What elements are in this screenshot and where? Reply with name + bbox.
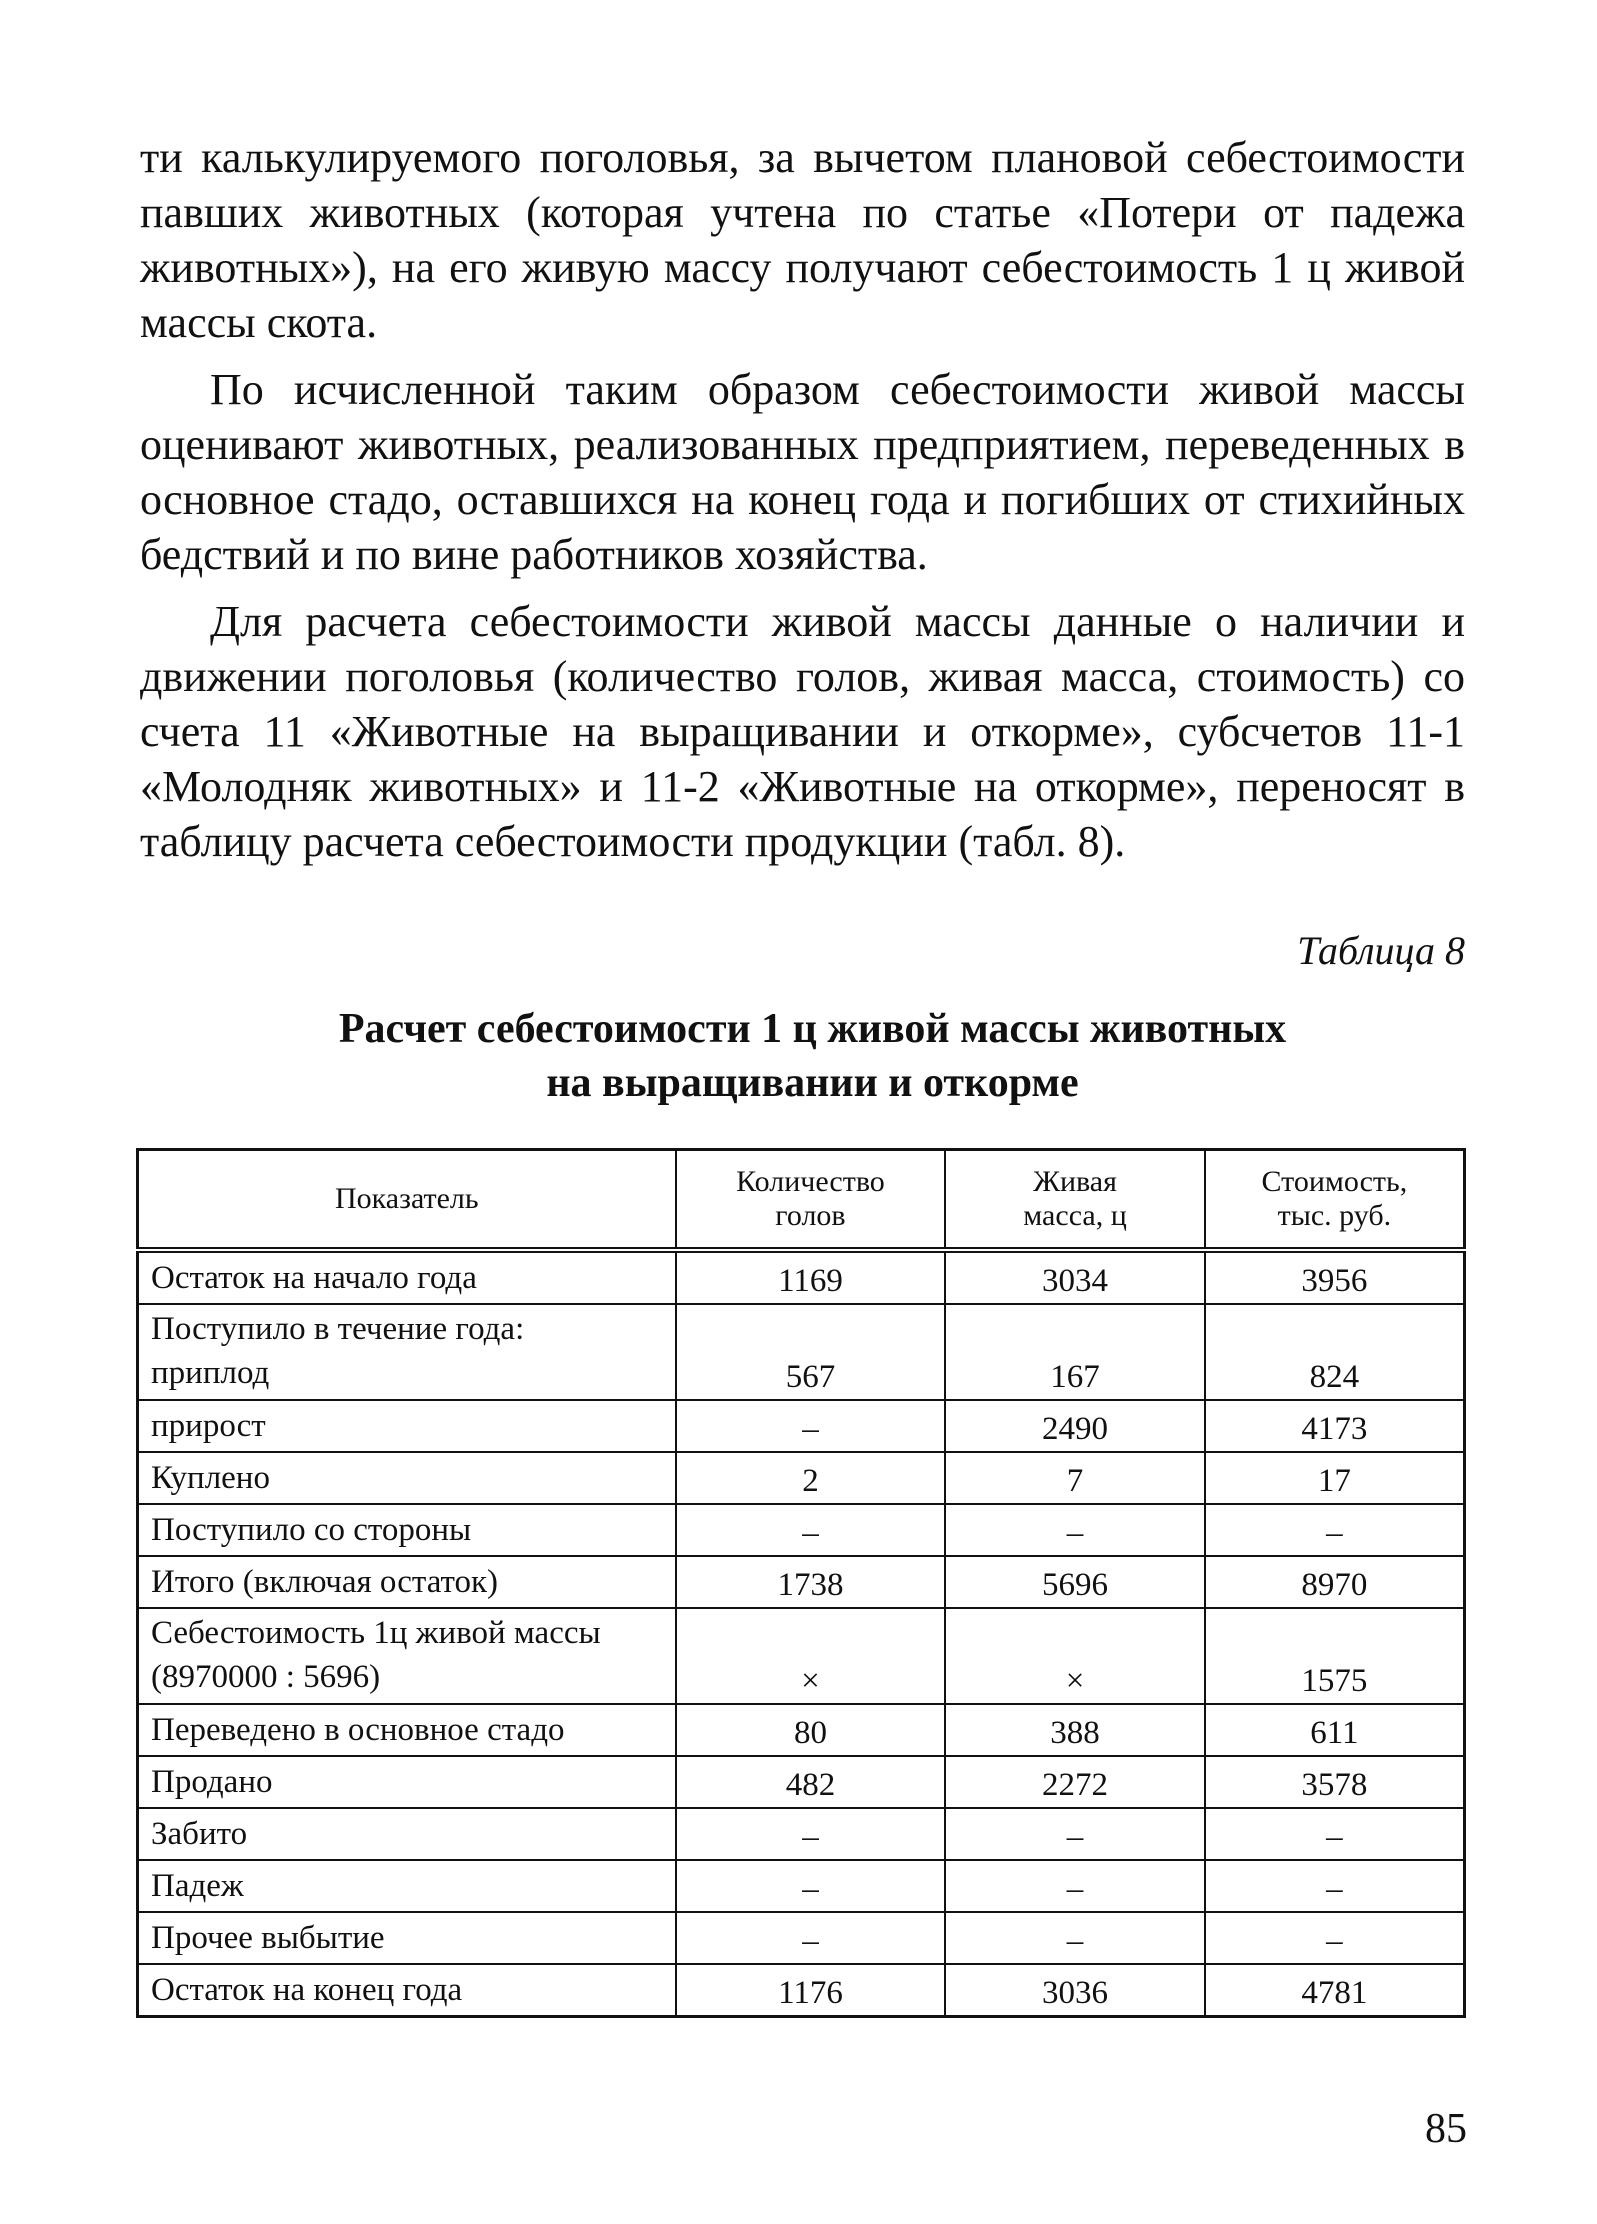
row-label-text-2: приплод — [151, 1355, 270, 1391]
table-row — [138, 1704, 1465, 1756]
cell-mass: 2490 — [945, 1400, 1204, 1452]
table-row — [138, 1912, 1465, 1964]
row-label-text: Прочее выбытие — [151, 1920, 385, 1956]
table-row — [138, 1452, 1465, 1504]
cell-mass: 7 — [945, 1452, 1204, 1504]
cell-heads: 1738 — [676, 1556, 946, 1608]
cell-mass: – — [945, 1860, 1204, 1912]
row-label — [138, 1808, 676, 1860]
table-row — [138, 1756, 1465, 1808]
header-indicator: Показатель — [138, 1150, 676, 1251]
row-label-text: Остаток на конец года — [151, 1972, 463, 2008]
row-label — [138, 1556, 676, 1608]
row-label-text: Поступило в течение года: — [151, 1311, 525, 1347]
row-label — [138, 1400, 676, 1452]
cell-heads: 567 — [676, 1304, 946, 1400]
row-label-text: Падеж — [151, 1868, 244, 1904]
cell-mass: – — [945, 1912, 1204, 1964]
table-row — [138, 1808, 1465, 1860]
cell-cost: – — [1205, 1504, 1465, 1556]
header-cost: Стоимость, тыс. руб. — [1205, 1150, 1465, 1251]
row-label-text: Забито — [151, 1816, 248, 1852]
table-row — [138, 1964, 1465, 2017]
table-row — [138, 1504, 1465, 1556]
cell-cost: 3956 — [1205, 1250, 1465, 1304]
row-label-text: Переведено в основное стадо — [151, 1712, 565, 1748]
row-label — [138, 1504, 676, 1556]
cell-heads: – — [676, 1808, 946, 1860]
table-row — [138, 1608, 1465, 1704]
cell-heads: 2 — [676, 1452, 946, 1504]
table-title-line-1: Расчет себестоимости 1 ц живой массы животных — [338, 1006, 1287, 1052]
table-row — [138, 1556, 1465, 1608]
cell-mass: 5696 — [945, 1556, 1204, 1608]
paragraph-2: По исчисленной таким образом себестоимости живой массы оценивают животных, реализованных предприятием, переведенных в основное стадо, оставшихся на конец года и погибших от стихийных бедствий и по вине работников хозяйства. — [140, 365, 1465, 579]
cell-heads: – — [676, 1860, 946, 1912]
cell-cost: 4173 — [1205, 1400, 1465, 1452]
cell-mass: 2272 — [945, 1756, 1204, 1808]
row-label — [138, 1452, 676, 1504]
cell-cost: 8970 — [1205, 1556, 1465, 1608]
cell-mass: 3034 — [945, 1250, 1204, 1304]
cell-heads: 80 — [676, 1704, 946, 1756]
row-label-text: Себестоимость 1ц живой массы — [151, 1615, 601, 1651]
cell-mass: 3036 — [945, 1964, 1204, 2017]
row-label — [138, 1704, 676, 1756]
cell-mass: – — [945, 1808, 1204, 1860]
row-label-text: Продано — [151, 1764, 273, 1800]
header-heads: Количество голов — [676, 1150, 946, 1251]
cell-heads: 1176 — [676, 1964, 946, 2017]
cell-heads: × — [676, 1608, 946, 1704]
cell-cost: 3578 — [1205, 1756, 1465, 1808]
cell-cost: – — [1205, 1808, 1465, 1860]
row-label — [138, 1912, 676, 1964]
page-content — [140, 130, 1465, 2018]
row-label-text: Куплено — [151, 1460, 270, 1496]
cell-heads: – — [676, 1400, 946, 1452]
cell-cost: 4781 — [1205, 1964, 1465, 2017]
cell-heads: 482 — [676, 1756, 946, 1808]
table-title-line-2: на выращивании и откорме — [546, 1060, 1079, 1106]
row-label-text: прирост — [151, 1408, 266, 1444]
row-label — [138, 1860, 676, 1912]
cell-cost: 17 — [1205, 1452, 1465, 1504]
table-header-row — [138, 1150, 1465, 1251]
row-label — [138, 1250, 676, 1304]
cell-mass: × — [945, 1608, 1204, 1704]
cell-cost: – — [1205, 1860, 1465, 1912]
row-label — [138, 1964, 676, 2017]
cell-cost: 824 — [1205, 1304, 1465, 1400]
cell-cost: 1575 — [1205, 1608, 1465, 1704]
table-caption: Таблица 8 — [1297, 928, 1465, 973]
cell-cost: – — [1205, 1912, 1465, 1964]
table-body — [138, 1250, 1465, 2017]
cell-heads: – — [676, 1912, 946, 1964]
table-row — [138, 1304, 1465, 1400]
row-label — [138, 1756, 676, 1808]
header-mass: Живая масса, ц — [945, 1150, 1204, 1251]
table-row — [138, 1860, 1465, 1912]
paragraph-1: ти калькулируемого поголовья, за вычетом плановой себестоимости павших животных (которая учтена по статье «Потери от падежа животных»), на его живую массу получают себестоимость 1 ц живой массы скота. — [140, 133, 1465, 347]
cell-mass: 388 — [945, 1704, 1204, 1756]
table-row — [138, 1400, 1465, 1452]
cell-mass: – — [945, 1504, 1204, 1556]
row-label-text: Поступило со стороны — [151, 1512, 472, 1548]
table-title — [140, 1002, 1465, 1110]
row-label-text: Остаток на начало года — [151, 1260, 477, 1296]
page-number: 85 — [1425, 2106, 1467, 2152]
row-label-text: Итого (включая остаток) — [151, 1564, 499, 1600]
row-label-text-2: (8970000 : 5696) — [151, 1659, 381, 1695]
cell-cost: 611 — [1205, 1704, 1465, 1756]
table-row — [138, 1250, 1465, 1304]
paragraph-3: Для расчета себестоимости живой массы данные о наличии и движении поголовья (количество голов, живая масса, стоимость) со счета 11 «Животные на выращивании и откорме», субсчетов 11-1 «Молодняк животных» и 11-2 «Животные на откорме», переносят в таблицу расчета себестоимости продукции (табл. 8). — [140, 597, 1465, 866]
cell-heads: 1169 — [676, 1250, 946, 1304]
cell-heads: – — [676, 1504, 946, 1556]
cost-table — [136, 1148, 1466, 2018]
row-label — [138, 1304, 676, 1400]
row-label — [138, 1608, 676, 1704]
cell-mass: 167 — [945, 1304, 1204, 1400]
